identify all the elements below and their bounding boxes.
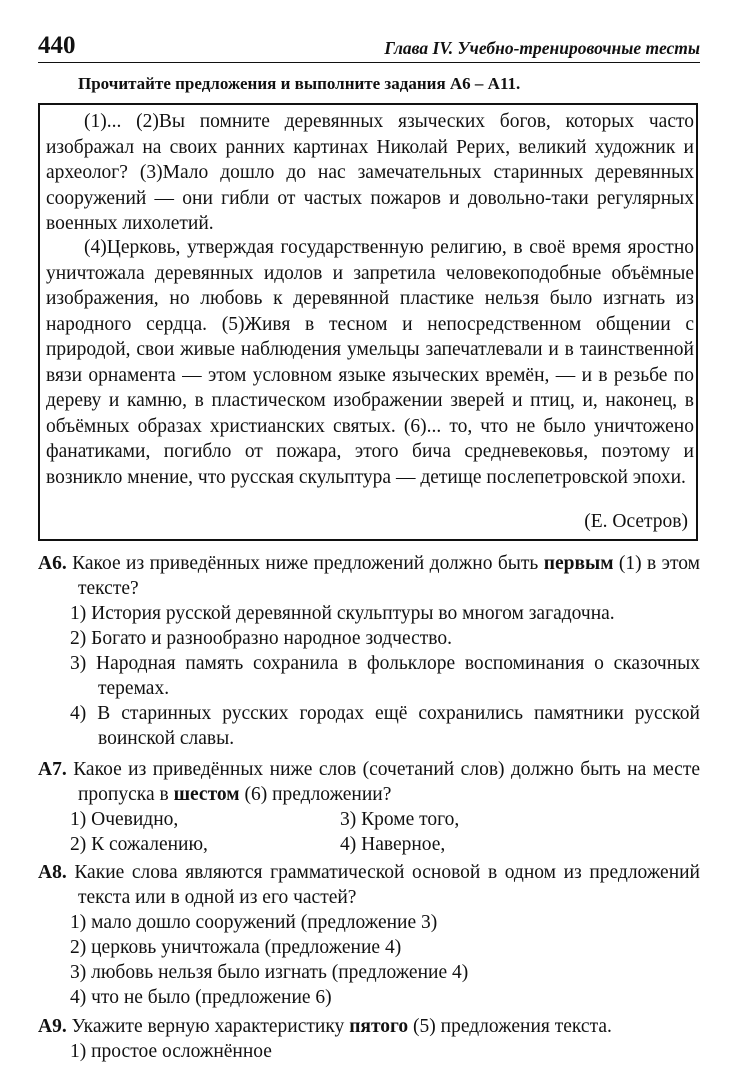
- question-a9: [38, 1014, 700, 1064]
- question-number: А8.: [38, 862, 67, 883]
- question-stem: [38, 757, 700, 807]
- answer-option: 3) Кроме того,: [340, 809, 460, 830]
- answer-option: 3) Народная память сохранила в фольклоре воспоминания о сказочных теремах.: [70, 653, 700, 699]
- question-number: А7.: [38, 759, 67, 780]
- answer-option: 2) церковь уничтожала (предложение 4): [70, 937, 402, 958]
- text-author: (Е. Осетров): [584, 511, 688, 532]
- page-header: [38, 30, 700, 63]
- stem-text: Укажите верную характеристику: [71, 1016, 350, 1037]
- stem-text-end: (5) предложения текста.: [408, 1016, 612, 1037]
- answer-option: 1) История русской деревянной скульптуры во многом загадочна.: [70, 603, 615, 624]
- chapter-title: Глава IV. Учебно-тренировочные тесты: [384, 38, 700, 58]
- question-a8: [38, 860, 700, 1010]
- answer-option: 2) Богато и разнообразно народное зодчество.: [70, 628, 452, 649]
- stem-text: Какое из приведённых ниже слов (сочетаний слов) должно быть на месте пропуска в: [73, 759, 701, 805]
- stem-text: Какое из приведённых ниже предложений должно быть: [72, 553, 544, 574]
- answer-option: 1) простое осложнённое: [70, 1041, 272, 1062]
- question-number: А9.: [38, 1016, 67, 1037]
- stem-text: Какие слова являются грамматической основой в одном из предложений текста или в одной из его частей?: [74, 862, 700, 908]
- answer-options-grid: [38, 807, 700, 832]
- stem-text-end: (6) предложении?: [239, 784, 392, 805]
- question-a6: [38, 551, 700, 751]
- answer-option: 4) Наверное,: [340, 834, 446, 855]
- page-number: 440: [38, 32, 76, 59]
- question-stem: [38, 551, 700, 601]
- stem-emphasis: пятого: [349, 1016, 409, 1037]
- answer-option: 1) мало дошло сооружений (предложение 3): [70, 912, 438, 933]
- stem-text-end: (1) в этом тексте?: [78, 553, 700, 599]
- question-number: А6.: [38, 553, 67, 574]
- stem-emphasis: шестом: [173, 784, 240, 805]
- text-paragraph-2: (4)Церковь, утверждая государственную религию, в своё время яростно уничтожала деревянных идолов и запретила человекоподобные объёмные изображения, но любовь к деревянной пластике нельзя было изгнать из народного сердца. (5)Живя в тесном и непосредственном общении с природой, свои живые наблюдения умельцы запечатлевали и в таинственной вязи орнамента — этом условном языке языческих времён, — и в резьбе по дереву и камню, в пластическом изображении зверей и птиц, и, наконец, в объёмных образах христианских святых. (6)... то, что не было уничтожено фанатиками, погибло от пожара, этого бича средневековья, поэтому и возникло мнение, что русская скульптура — детище послепетровской эпохи.: [46, 237, 694, 488]
- stem-emphasis: первым: [543, 553, 614, 574]
- task-instruction: Прочитайте предложения и выполните задания А6 – А11.: [78, 74, 521, 93]
- answer-option: 3) любовь нельзя было изгнать (предложение 4): [70, 962, 469, 983]
- text-paragraph-1: (1)... (2)Вы помните деревянных языческих богов, которых часто изображал на своих ранних картинах Николай Рерих, великий художник и археолог? (3)Мало дошло до нас замечательных старинных деревянных сооружений — они гибли от частых пожаров и довольно-таки регулярных военных лихолетий.: [46, 111, 694, 234]
- answer-options-grid: [38, 832, 700, 857]
- question-a7: [38, 757, 700, 857]
- answer-option: 4) В старинных русских городах ещё сохранились памятники русской воинской славы.: [70, 703, 700, 749]
- answer-option: 4) что не было (предложение 6): [70, 987, 332, 1008]
- answer-option: 2) К сожалению,: [70, 834, 208, 855]
- question-stem: [38, 860, 700, 910]
- reading-text-box: [38, 103, 698, 541]
- question-stem: [38, 1014, 700, 1039]
- answer-option: 1) Очевидно,: [70, 809, 179, 830]
